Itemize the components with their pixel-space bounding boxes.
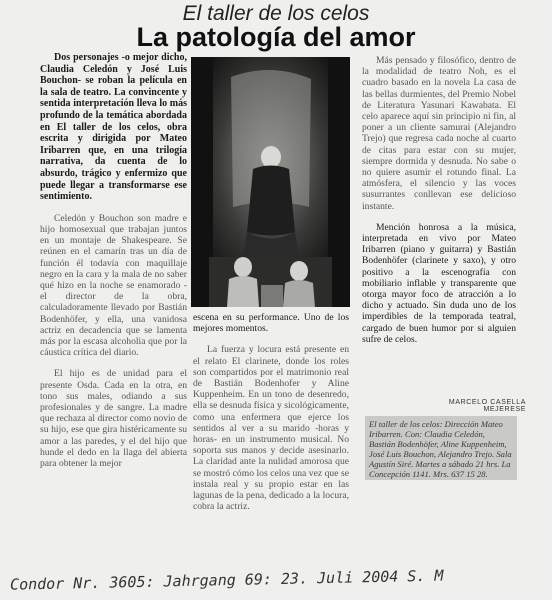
body-paragraph-2: El hijo es de unidad para el presente Osda. Cada en la otra, en tono sus males, odiando a sus profesionales y de sangre. La madre que rechaza al director como novio de su hijo, ese que gira histéricamente su amor a las paredes, y el del hijo que hunde el dedo en la llaga del abierta para obtener la mejor [40, 368, 187, 469]
body-paragraph-6: Mención honrosa a la música, interpretada en vivo por Mateo Iribarren (piano y guitarra) y Bastián Bodenhöfer (clarinete y saxo), y otro positivo a la escenografía con mobiliario inflable y transparente que otorga mayor foco de atracción a lo dicho y actuado. Sin duda uno de los imperdibles de la temporada teatral, cargado de buen humor por si alguien sufre de celos. [362, 221, 516, 345]
column-3 [362, 55, 516, 355]
article-headline: La patología del amor [136, 22, 416, 52]
production-info-box: El taller de los celos: Dirección Mateo Iribarren. Con: Claudia Celedón, Bastián Bodenhöfer, Aline Kuppenheim, José Luis Bouchon, Alejandro Trejo. Sala Agustín Siré. Martes a sábado 21 hrs. La Concepción 1141. Mrs. 637 15 28. [365, 416, 517, 480]
column-2 [193, 312, 349, 522]
body-paragraph-3: escena en su performance. Uno de los mejores momentos. [193, 312, 349, 335]
stage-photo [191, 57, 350, 307]
body-paragraph-4: La fuerza y locura está presente en el relato El clarinete, donde los roles son compartidos por el matrimonio real de Bastián Bodenhofer y Aline Kuppenheim. En un tono de desenredo, ella se desnuda física y sicológicamente, como una enfermera que ejerce los sentidos al ver a su marido -horas y horas- en un instrumento musical. No soporta sus manos y decide asesinarlo. La claridad ante la nulidad amorosa que se mostró cómo los celos una vez que se instala real y su propio estar en las lagunas de la pena, dedicado a la locura, cobra la actriz. [193, 344, 349, 513]
body-paragraph-1: Celedón y Bouchon son madre e hijo homosexual que trabajan juntos en un montaje de Shakespeare. Se reúnen en el camarín tras un día de función él todavía con maquillaje negro en la cara y la mala de no saber qué hizo en la noche se enamorado - el director de la obra, calculadoramente llevado por Bastián Bodenhöfer, y ella, una vanidosa actriz en decadencia que se lamenta más por la escasa alcoholia que por la cáustica crítica del diario. [40, 212, 187, 359]
article-kicker: El taller de los celos [182, 2, 370, 25]
handwritten-annotation: Condor Nr. 3605: Jahrgang 69: 23. Juli 2004 S. M [9, 566, 444, 594]
body-paragraph-5: Más pensado y filosófico, dentro de la modalidad de teatro Noh, es el cuadro basado en la novela La casa de las bellas durmientes, del Premio Nobel de Literatura Yasunari Kawabata. El celo aparece aquí sin principio ni fin, al poner a un cliente samurai (Alejandro Trejo) que regresa cada noche al cuarto de citas para estar con su mujer, siempre dormida y desnuda. No sabe o no quiere asumir el rotundo final. La atmósfera, el silencio y las voces susurrantes conllevan ese delicioso instante. [362, 55, 516, 212]
column-1 [40, 52, 187, 479]
lead-paragraph: Dos personajes -o mejor dicho, Claudia Celedón y José Luis Bouchon- se roban la película en la sala de teatro. La convincente y sentida interpretación lleva lo más profundo de la temática abordada en El taller de los celos, obra escrita y dirigida por Mateo Iribarren que, en una trilogía narrativa, da cuenta de lo absurdo, trágico y enfermizo que puede llegar a transformarse ese sentimiento. [40, 52, 187, 203]
stage-photo-image [191, 57, 350, 307]
author-byline: MARCELO CASELLA MEJERESE [448, 399, 526, 413]
